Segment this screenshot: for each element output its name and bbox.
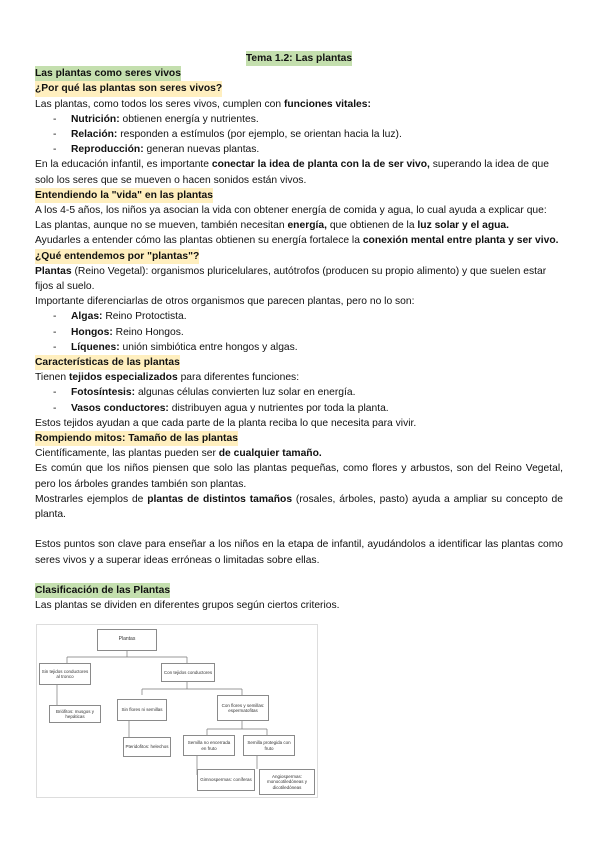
paragraph: Importante diferenciarlas de otros organismos que parecen plantas, pero no lo son:: [35, 296, 415, 308]
term: Fotosíntesis:: [71, 387, 136, 399]
paragraph: [35, 264, 563, 294]
text: unión simbiótica entre hongos y algas.: [119, 341, 298, 353]
heading-clasificacion: Clasificación de las Plantas: [35, 583, 170, 598]
term: Relación:: [71, 129, 118, 141]
bold-text: conexión mental entre planta y ser vivo.: [362, 235, 559, 247]
text: En la educación infantil, es importante: [35, 159, 212, 171]
page-title: Tema 1.2: Las plantas: [246, 51, 352, 66]
bold-text: conectar la idea de planta con la de ser vivo,: [211, 159, 430, 171]
heading-que-entendemos: ¿Qué entendemos por "plantas"?: [35, 249, 199, 264]
text: superando la idea de que solo los seres que se mueven o hacen sonidos están vivos.: [35, 159, 550, 186]
text: generan nuevas plantas.: [143, 144, 260, 156]
heading-seres-vivos: Las plantas como seres vivos: [35, 66, 181, 81]
term: Algas:: [71, 311, 103, 323]
bold-text: Plantas: [35, 265, 72, 277]
text: que obtienen de la: [326, 220, 418, 232]
text: Tienen: [35, 372, 69, 384]
text: obtienen energía y nutrientes.: [119, 113, 259, 125]
bold-text: de cualquier tamaño.: [218, 448, 322, 460]
paragraph: [35, 370, 563, 385]
node-sin-flores: Sin flores ni semillas: [117, 699, 167, 721]
term: Nutrición:: [71, 113, 120, 125]
text: Científicamente, las plantas pueden ser: [35, 448, 219, 460]
question-por-que: ¿Por qué las plantas son seres vivos?: [35, 81, 222, 96]
heading-vida: Entendiendo la "vida" en las plantas: [35, 188, 213, 203]
node-sin-tejidos: Sin tejidos conductores al tronco: [39, 663, 91, 685]
term: Hongos:: [71, 326, 113, 338]
paragraph: [35, 492, 563, 522]
node-musgos: Briófitos: musgos y hepáticas: [49, 705, 101, 723]
text: Las plantas, aunque no se mueven, también necesitan: [35, 220, 288, 232]
paragraph: [35, 233, 563, 248]
bold-text: energía,: [287, 220, 327, 232]
text: Las plantas, como todos los seres vivos, cumplen con: [35, 98, 284, 110]
list-no-plantas: [35, 309, 563, 355]
text: (Reino Vegetal): organismos pluricelulares, autótrofos (producen su propio alimento) y que suelen estar fijos al suelo.: [35, 265, 547, 293]
list-item: [53, 127, 563, 142]
heading-caracteristicas: Características de las plantas: [35, 355, 180, 370]
text: distribuyen agua y nutrientes por toda la planta.: [168, 402, 389, 414]
document-content: [35, 51, 563, 613]
text: (rosales, árboles, pasto) ayuda a ampliar su concepto de planta.: [35, 493, 563, 521]
paragraph: [35, 218, 563, 233]
node-angiospermas: Angiospermas: monocotiledóneas y dicotiledóneas: [259, 769, 315, 795]
list-tejidos: [35, 385, 563, 415]
text: Reino Hongos.: [112, 326, 184, 338]
title-row: [35, 51, 563, 66]
list-item: [53, 142, 563, 157]
text: Ayudarles a entender cómo las plantas obtienen su energía fortalece la: [35, 235, 363, 247]
paragraph: Las plantas se dividen en diferentes grupos según ciertos criterios.: [35, 599, 340, 611]
text: responden a estímulos (por ejemplo, se orientan hacia la luz).: [117, 129, 402, 141]
node-gimnospermas: Gimnospermas: coníferas: [197, 769, 255, 791]
paragraph: Estos tejidos ayudan a que cada parte de la planta reciba lo que necesita para vivir.: [35, 417, 417, 429]
list-item: [53, 385, 563, 400]
bold-text: luz solar y el agua.: [417, 220, 509, 232]
text: algunas células convierten luz solar en energía.: [135, 387, 356, 399]
paragraph: Es común que los niños piensen que solo las plantas pequeñas, como flores y arbustos, son del Reino Vegetal, pero los árboles grandes también son plantas.: [35, 463, 563, 490]
paragraph: [35, 446, 563, 461]
text: Reino Protoctista.: [102, 311, 187, 323]
paragraph: A los 4-5 años, los niños ya asocian la vida con obtener energía de comida y agua, lo cual ayuda a explicar que:: [35, 205, 547, 217]
term: Reproducción:: [71, 144, 144, 156]
term: Líquenes:: [71, 341, 120, 353]
list-item: [53, 325, 563, 340]
text: para diferentes funciones:: [177, 372, 300, 384]
paragraph: [35, 157, 563, 187]
list-item: [53, 401, 563, 416]
classification-diagram: [36, 624, 318, 798]
bold-text: tejidos especializados: [68, 372, 178, 384]
heading-mitos: Rompiendo mitos: Tamaño de las plantas: [35, 431, 238, 446]
list-item: [53, 309, 563, 324]
list-item: [53, 112, 563, 127]
paragraph: [35, 97, 563, 112]
list-item: [53, 340, 563, 355]
paragraph: Estos puntos son clave para enseñar a los niños en la etapa de infantil, ayudándolos a identificar las plantas como seres vivos y a superar ideas erróneas o limitadas sobre ellas.: [35, 539, 563, 566]
list-funciones: [35, 112, 563, 158]
node-plantas: Plantas: [97, 629, 157, 651]
node-con-tejidos: Con tejidos conductores: [161, 663, 215, 682]
node-con-flores: Con flores y semillas: espermatofitas: [217, 695, 269, 721]
bold-text: funciones vitales:: [283, 98, 371, 110]
node-semilla-no-fruto: Semilla no encerrada en fruto: [183, 735, 235, 756]
term: Vasos conductores:: [71, 402, 169, 414]
node-semilla-fruto: Semilla protegida con fruto: [243, 735, 295, 756]
bold-text: plantas de distintos tamaños: [147, 493, 293, 505]
node-helechos: Pteridofitos: helechos: [123, 737, 171, 757]
text: Mostrarles ejemplos de: [35, 493, 148, 505]
